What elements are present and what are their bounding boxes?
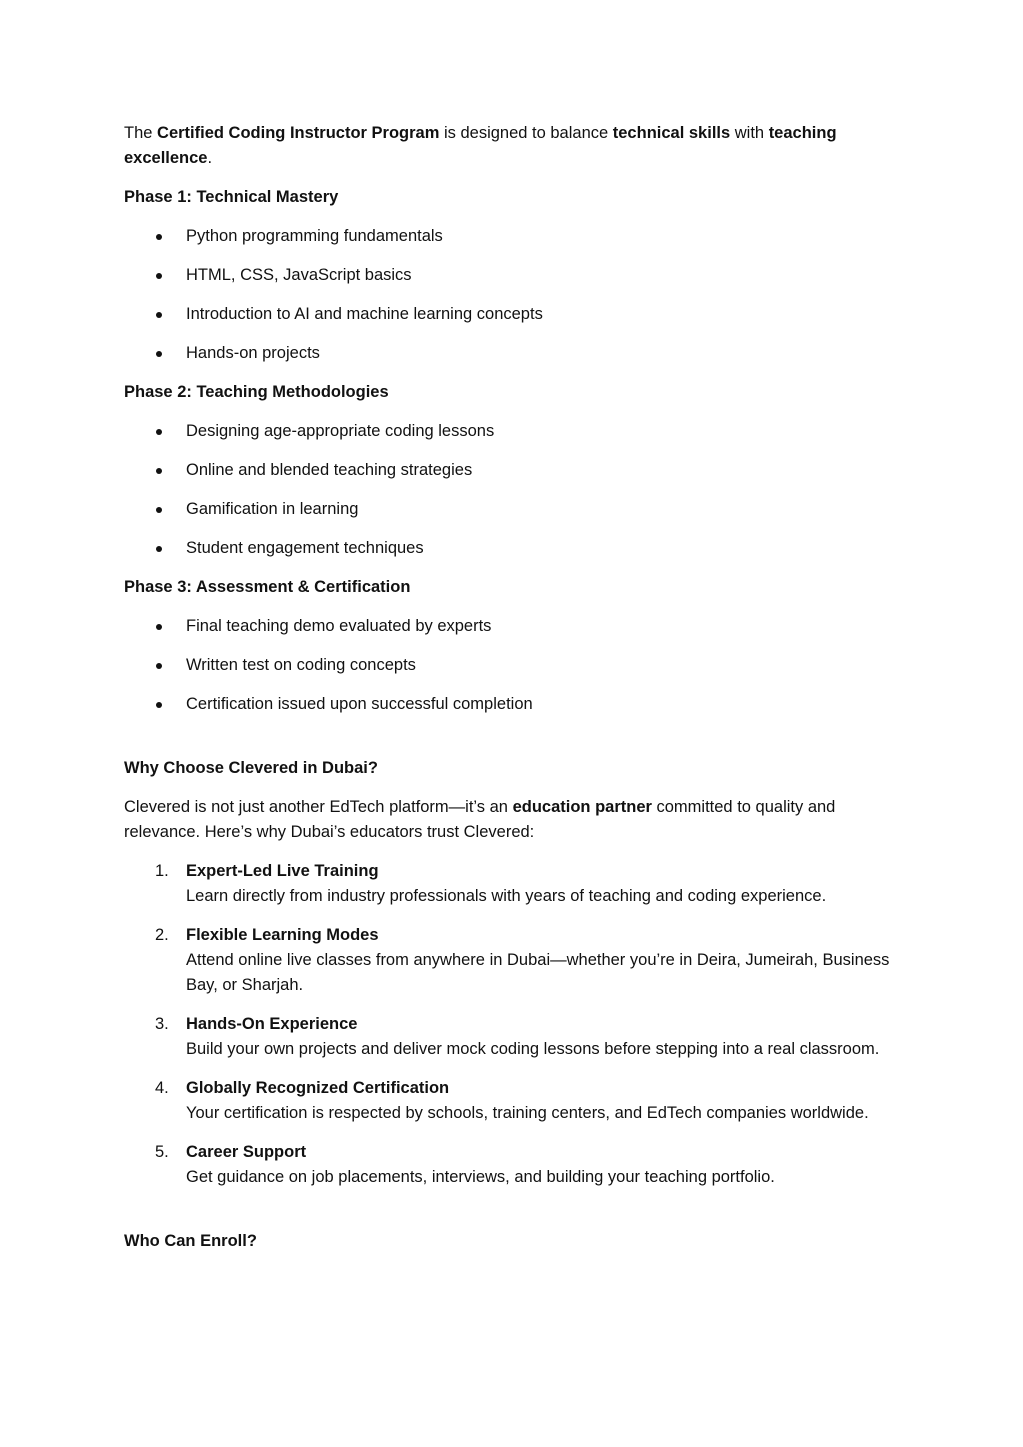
reason-title: Hands-On Experience	[186, 1015, 358, 1033]
list-item-text: Student engagement techniques	[186, 539, 424, 557]
reason-item	[124, 923, 914, 998]
list-item	[124, 497, 914, 522]
reason-item	[124, 1012, 914, 1062]
reason-description: Attend online live classes from anywhere in Dubai—whether you’re in Deira, Jumeirah, Business Bay, or Sharjah.	[186, 951, 890, 994]
list-item-text: Python programming fundamentals	[186, 227, 443, 245]
list-item	[124, 653, 914, 678]
reason-description: Get guidance on job placements, interviews, and building your teaching portfolio.	[186, 1168, 775, 1186]
reason-item	[124, 859, 914, 909]
reason-title: Flexible Learning Modes	[186, 926, 379, 944]
phase-1-list	[124, 224, 914, 366]
list-item-text: Certification issued upon successful completion	[186, 695, 533, 713]
enroll-heading: Who Can Enroll?	[124, 1232, 257, 1250]
reason-number: 1.	[155, 862, 169, 880]
list-item-text: Designing age-appropriate coding lessons	[186, 422, 495, 440]
reason-number: 2.	[155, 926, 169, 944]
list-item-text: HTML, CSS, JavaScript basics	[186, 266, 412, 284]
list-item-text: Final teaching demo evaluated by experts	[186, 617, 492, 635]
list-item	[124, 224, 914, 249]
phase-3-list	[124, 614, 914, 717]
bullet-icon	[156, 663, 162, 669]
why-text: Clevered is not just another EdTech platform—it’s an	[124, 798, 513, 816]
intro-paragraph	[124, 121, 914, 171]
reason-number: 4.	[155, 1079, 169, 1097]
bullet-icon	[156, 234, 162, 240]
bullet-icon	[156, 312, 162, 318]
intro-text: .	[207, 149, 213, 167]
bullet-icon	[156, 468, 162, 474]
bullet-icon	[156, 624, 162, 630]
why-emphasis: education partner	[512, 798, 652, 816]
why-heading: Why Choose Clevered in Dubai?	[124, 759, 378, 777]
list-item-text: Written test on coding concepts	[186, 656, 416, 674]
reasons-list	[124, 859, 914, 1190]
intro-emphasis: technical skills	[612, 124, 731, 142]
reason-description: Build your own projects and deliver mock coding lessons before stepping into a real classroom.	[186, 1040, 880, 1058]
list-item	[124, 458, 914, 483]
bullet-icon	[156, 273, 162, 279]
reason-number: 5.	[155, 1143, 169, 1161]
blank-line	[124, 1204, 914, 1229]
bullet-icon	[156, 702, 162, 708]
list-item	[124, 614, 914, 639]
bullet-icon	[156, 429, 162, 435]
list-item	[124, 692, 914, 717]
intro-emphasis: Certified Coding Instructor Program	[157, 124, 440, 142]
reason-title: Expert-Led Live Training	[186, 862, 379, 880]
list-item	[124, 263, 914, 288]
intro-text: The	[124, 124, 158, 142]
bullet-icon	[156, 507, 162, 513]
bullet-icon	[156, 546, 162, 552]
reason-number: 3.	[155, 1015, 169, 1033]
intro-emphasis: teaching excellence	[124, 124, 837, 167]
list-item	[124, 419, 914, 444]
why-text: committed to quality and relevance. Here’s why Dubai’s educators trust Clevered:	[124, 798, 836, 841]
list-item-text: Introduction to AI and machine learning concepts	[186, 305, 543, 323]
reason-description: Your certification is respected by schools, training centers, and EdTech companies worldwide.	[186, 1104, 869, 1122]
document-page	[124, 121, 914, 1268]
list-item	[124, 536, 914, 561]
list-item-text: Hands-on projects	[186, 344, 320, 362]
intro-text: with	[730, 124, 769, 142]
phase-2-list	[124, 419, 914, 561]
intro-text: is designed to balance	[439, 124, 613, 142]
list-item-text: Online and blended teaching strategies	[186, 461, 473, 479]
phase-2-heading: Phase 2: Teaching Methodologies	[124, 383, 389, 401]
reason-title: Career Support	[186, 1143, 307, 1161]
list-item-text: Gamification in learning	[186, 500, 359, 518]
reason-title: Globally Recognized Certification	[186, 1079, 450, 1097]
phase-1-heading: Phase 1: Technical Mastery	[124, 188, 339, 206]
why-paragraph	[124, 795, 914, 845]
blank-line	[124, 731, 914, 756]
phase-3-heading: Phase 3: Assessment & Certification	[124, 578, 411, 596]
bullet-icon	[156, 351, 162, 357]
reason-description: Learn directly from industry professionals with years of teaching and coding experience.	[186, 887, 827, 905]
list-item	[124, 302, 914, 327]
reason-item	[124, 1076, 914, 1126]
reason-item	[124, 1140, 914, 1190]
list-item	[124, 341, 914, 366]
